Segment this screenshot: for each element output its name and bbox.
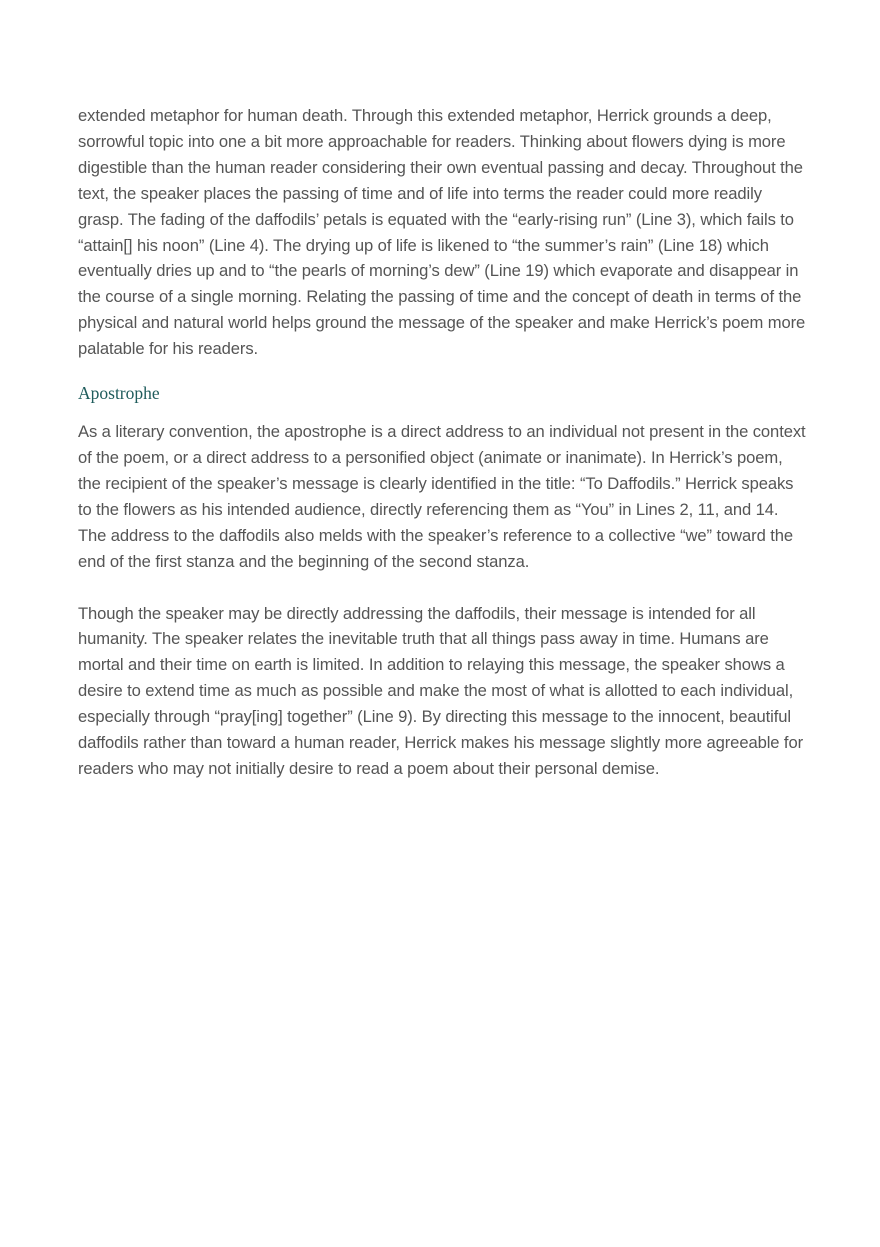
paragraph-message-humanity: Though the speaker may be directly addressing the daffodils, their message is intended for all humanity. The speaker relates the inevitable truth that all things pass away in time. Humans are mortal and their time on earth is limited. In addition to relaying this message, the speaker shows a desire to extend time as much as possible and make the most of what is allotted to each individual, especially through “pray[ing] together” (Line 9). By directing this message to the innocent, beautiful daffodils rather than toward a human reader, Herrick makes his message slightly more agreeable for readers who may not initially desire to read a poem about their personal demise. (78, 603, 803, 778)
document-body (78, 103, 808, 782)
paragraph-extended-metaphor: extended metaphor for human death. Through this extended metaphor, Herrick grounds a deep, sorrowful topic into one a bit more approachable for readers. Thinking about flowers dying is more digestible than the human reader considering their own eventual passing and decay. Throughout the text, the speaker places the passing of time and of life into terms the reader could more readily grasp. The fading of the daffodils’ petals is equated with the “early-rising run” (Line 3), which fails to “attain[] his noon” (Line 4). The drying up of life is likened to “the summer’s rain” (Line 18) which eventually dries up and to “the pearls of morning’s dew” (Line 19) which evaporate and disappear in the course of a single morning. Relating the passing of time and the concept of death in terms of the physical and natural world helps ground the message of the speaker and make Herrick’s poem more palatable for his readers. (78, 106, 806, 359)
section-heading-apostrophe: Apostrophe (78, 383, 160, 404)
paragraph-apostrophe-definition: As a literary convention, the apostrophe is a direct address to an individual not present in the context of the poem, or a direct address to a personified object (animate or inanimate). In Herrick’s poem, the recipient of the speaker’s message is clearly identified in the title: “To Daffodils.” Herrick speaks to the flowers as his intended audience, directly referencing them as “You” in Lines 2, 11, and 14. The address to the daffodils also melds with the speaker’s reference to a collective “we” toward the end of the first stanza and the beginning of the second stanza. (78, 422, 806, 571)
